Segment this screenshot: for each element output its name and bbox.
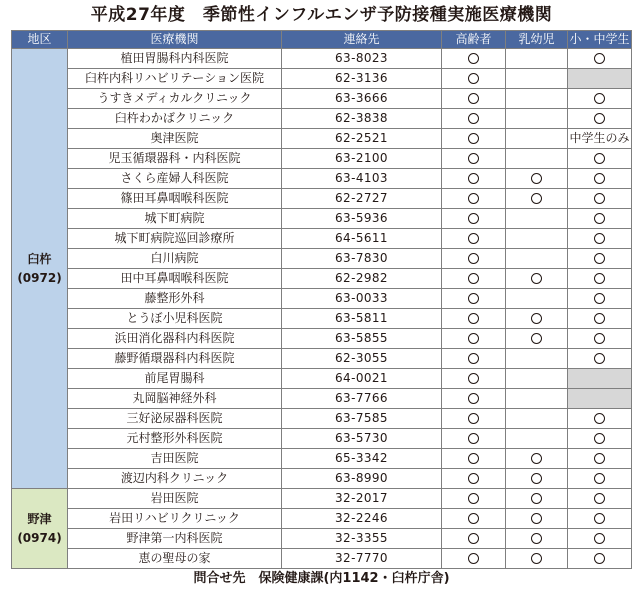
contact-phone: 63-3666 [282,89,442,109]
infant-cell [506,149,568,169]
circle-mark-icon [594,293,605,304]
circle-mark-icon [468,553,479,564]
elderly-cell [442,429,506,449]
circle-mark-icon [531,533,542,544]
circle-mark-icon [594,333,605,344]
infant-cell [506,369,568,389]
elderly-cell [442,69,506,89]
contact-phone: 62-3838 [282,109,442,129]
infant-cell [506,249,568,269]
circle-mark-icon [468,473,479,484]
elderly-cell [442,49,506,69]
circle-mark-icon [531,513,542,524]
elderly-cell [442,409,506,429]
school-cell [568,189,632,209]
elderly-cell [442,229,506,249]
elderly-cell [442,449,506,469]
school-cell [568,369,632,389]
institution-name: 吉田医院 [68,449,282,469]
circle-mark-icon [468,413,479,424]
contact-phone: 63-4103 [282,169,442,189]
district-code: (0972) [17,270,62,285]
institution-name: 田中耳鼻咽喉科医院 [68,269,282,289]
elderly-cell [442,149,506,169]
header-row [12,31,632,49]
contact-phone: 63-0033 [282,289,442,309]
table-row [12,429,632,449]
table-row [12,149,632,169]
circle-mark-icon [594,93,605,104]
infant-cell [506,69,568,89]
circle-mark-icon [531,473,542,484]
district-code: (0974) [17,530,62,545]
circle-mark-icon [531,553,542,564]
table-row [12,309,632,329]
table-row [12,169,632,189]
school-cell [568,449,632,469]
institution-name: 前尾胃腸科 [68,369,282,389]
circle-mark-icon [468,73,479,84]
circle-mark-icon [594,453,605,464]
institution-name: 岩田医院 [68,489,282,509]
infant-cell [506,109,568,129]
table-row [12,49,632,69]
school-cell [568,349,632,369]
infant-cell [506,349,568,369]
circle-mark-icon [594,473,605,484]
contact-phone: 63-5855 [282,329,442,349]
circle-mark-icon [468,513,479,524]
infant-cell [506,129,568,149]
table-row [12,229,632,249]
infant-cell [506,429,568,449]
circle-mark-icon [594,113,605,124]
school-cell [568,549,632,569]
elderly-cell [442,309,506,329]
institution-name: 恵の聖母の家 [68,549,282,569]
contact-phone: 32-7770 [282,549,442,569]
circle-mark-icon [594,533,605,544]
institution-name: 丸岡脳神経外科 [68,389,282,409]
table-body [12,49,632,569]
contact-phone: 63-7585 [282,409,442,429]
header-institution: 医療機関 [68,31,282,49]
circle-mark-icon [594,413,605,424]
contact-phone: 62-2521 [282,129,442,149]
table-row [12,389,632,409]
circle-mark-icon [594,433,605,444]
school-cell [568,389,632,409]
circle-mark-icon [594,493,605,504]
infant-cell [506,229,568,249]
school-cell [568,529,632,549]
school-cell [568,329,632,349]
table-row [12,349,632,369]
table-row [12,289,632,309]
institution-name: 臼杵わかばクリニック [68,109,282,129]
school-cell [568,509,632,529]
school-cell [568,489,632,509]
table-row [12,469,632,489]
contact-phone: 32-3355 [282,529,442,549]
page-title: 平成27年度 季節性インフルエンザ予防接種実施医療機関 [90,5,553,25]
circle-mark-icon [468,313,479,324]
circle-mark-icon [531,453,542,464]
infant-cell [506,509,568,529]
circle-mark-icon [468,213,479,224]
institution-name: 白川病院 [68,249,282,269]
circle-mark-icon [468,493,479,504]
institution-name: 元村整形外科医院 [68,429,282,449]
infant-cell [506,209,568,229]
school-cell [568,469,632,489]
header-school: 小・中学生 [568,31,632,49]
circle-mark-icon [468,353,479,364]
circle-mark-icon [468,93,479,104]
infant-cell [506,89,568,109]
elderly-cell [442,289,506,309]
circle-mark-icon [468,373,479,384]
elderly-cell [442,269,506,289]
district-usuki [12,49,68,489]
elderly-cell [442,549,506,569]
header-district: 地区 [12,31,68,49]
school-cell [568,109,632,129]
contact-phone: 65-3342 [282,449,442,469]
circle-mark-icon [468,533,479,544]
elderly-cell [442,189,506,209]
circle-mark-icon [468,193,479,204]
circle-mark-icon [594,553,605,564]
infant-cell [506,529,568,549]
institution-name: 篠田耳鼻咽喉科医院 [68,189,282,209]
table-row [12,489,632,509]
table-row [12,129,632,149]
district-name: 臼杵 [27,251,52,266]
district-name: 野津 [27,511,52,526]
table-row [12,409,632,429]
elderly-cell [442,329,506,349]
contact-phone: 63-5811 [282,309,442,329]
district-notsu [12,489,68,569]
institution-name: 藤整形外科 [68,289,282,309]
circle-mark-icon [594,353,605,364]
contact-phone: 63-8990 [282,469,442,489]
institution-name: 三好泌尿器科医院 [68,409,282,429]
elderly-cell [442,209,506,229]
infant-cell [506,389,568,409]
infant-cell [506,289,568,309]
contact-phone: 64-5611 [282,229,442,249]
elderly-cell [442,369,506,389]
circle-mark-icon [594,513,605,524]
circle-mark-icon [468,153,479,164]
contact-phone: 62-2982 [282,269,442,289]
elderly-cell [442,129,506,149]
circle-mark-icon [531,493,542,504]
school-cell [568,149,632,169]
circle-mark-icon [594,233,605,244]
school-cell [568,429,632,449]
infant-cell [506,49,568,69]
school-note: 中学生のみ [569,131,630,145]
institution-name: とうぼ小児科医院 [68,309,282,329]
infant-cell [506,549,568,569]
contact-phone: 62-3136 [282,69,442,89]
elderly-cell [442,389,506,409]
infant-cell [506,489,568,509]
institution-name: 岩田リハビリクリニック [68,509,282,529]
circle-mark-icon [531,173,542,184]
infant-cell [506,189,568,209]
institution-name: うすきメディカルクリニック [68,89,282,109]
table-row [12,109,632,129]
institution-name: 城下町病院 [68,209,282,229]
circle-mark-icon [468,273,479,284]
circle-mark-icon [468,233,479,244]
contact-phone: 64-0021 [282,369,442,389]
contact-footer: 問合せ先 保険健康課(内1142・臼杵庁舎) [193,571,450,586]
school-cell [568,129,632,149]
school-cell [568,309,632,329]
institution-name: 植田胃腸科内科医院 [68,49,282,69]
elderly-cell [442,169,506,189]
circle-mark-icon [594,213,605,224]
contact-phone: 62-3055 [282,349,442,369]
infant-cell [506,269,568,289]
circle-mark-icon [468,453,479,464]
table-row [12,89,632,109]
table-row [12,549,632,569]
infant-cell [506,469,568,489]
elderly-cell [442,509,506,529]
circle-mark-icon [594,193,605,204]
institution-name: 児玉循環器科・内科医院 [68,149,282,169]
table-row [12,189,632,209]
institution-name: 浜田消化器科内科医院 [68,329,282,349]
circle-mark-icon [531,193,542,204]
contact-phone: 63-2100 [282,149,442,169]
institution-name: 渡辺内科クリニック [68,469,282,489]
circle-mark-icon [468,253,479,264]
header-contact: 連絡先 [282,31,442,49]
institution-name: 城下町病院巡回診療所 [68,229,282,249]
school-cell [568,409,632,429]
table-row [12,69,632,89]
circle-mark-icon [594,173,605,184]
infant-cell [506,309,568,329]
institution-name: 臼杵内科リハビリテーション医院 [68,69,282,89]
table-row [12,249,632,269]
school-cell [568,249,632,269]
circle-mark-icon [468,333,479,344]
contact-phone: 63-7766 [282,389,442,409]
elderly-cell [442,249,506,269]
elderly-cell [442,89,506,109]
contact-phone: 32-2017 [282,489,442,509]
infant-cell [506,449,568,469]
table-row [12,209,632,229]
table-row [12,449,632,469]
table-row [12,529,632,549]
circle-mark-icon [531,333,542,344]
circle-mark-icon [594,253,605,264]
school-cell [568,269,632,289]
circle-mark-icon [468,433,479,444]
school-cell [568,229,632,249]
institution-name: 藤野循環器科内科医院 [68,349,282,369]
header-infant: 乳幼児 [506,31,568,49]
table-row [12,329,632,349]
school-cell [568,169,632,189]
circle-mark-icon [594,153,605,164]
contact-phone: 63-5730 [282,429,442,449]
infant-cell [506,169,568,189]
contact-phone: 63-8023 [282,49,442,69]
elderly-cell [442,109,506,129]
infant-cell [506,409,568,429]
contact-phone: 32-2246 [282,509,442,529]
table-row [12,269,632,289]
circle-mark-icon [468,113,479,124]
contact-phone: 62-2727 [282,189,442,209]
circle-mark-icon [468,293,479,304]
school-cell [568,289,632,309]
circle-mark-icon [594,273,605,284]
elderly-cell [442,489,506,509]
elderly-cell [442,529,506,549]
circle-mark-icon [468,393,479,404]
school-cell [568,209,632,229]
header-elderly: 高齢者 [442,31,506,49]
table-row [12,509,632,529]
circle-mark-icon [594,53,605,64]
school-cell [568,49,632,69]
elderly-cell [442,469,506,489]
circle-mark-icon [531,313,542,324]
circle-mark-icon [531,273,542,284]
circle-mark-icon [594,313,605,324]
contact-phone: 63-5936 [282,209,442,229]
circle-mark-icon [468,173,479,184]
institution-name: 野津第一内科医院 [68,529,282,549]
school-cell [568,89,632,109]
circle-mark-icon [468,53,479,64]
vaccination-table [11,30,632,569]
infant-cell [506,329,568,349]
contact-phone: 63-7830 [282,249,442,269]
table-row [12,369,632,389]
school-cell [568,69,632,89]
institution-name: さくら産婦人科医院 [68,169,282,189]
circle-mark-icon [468,133,479,144]
elderly-cell [442,349,506,369]
institution-name: 奥津医院 [68,129,282,149]
